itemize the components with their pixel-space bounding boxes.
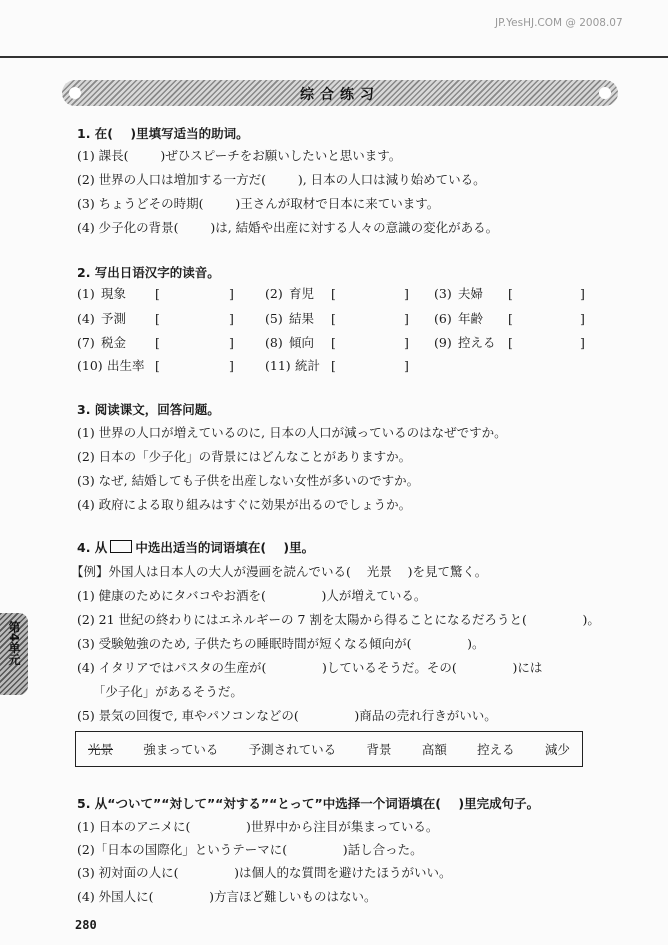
reading-item-word: 結果: [289, 311, 315, 326]
reading-item-number: (11): [265, 358, 291, 373]
reading-item-number: (9): [434, 335, 452, 350]
section2-title: 2. 写出日语汉字的读音。: [77, 265, 220, 280]
reading-item-word: 年齢: [458, 311, 484, 326]
word-choice: 背景: [366, 742, 392, 757]
reading-item-word: 統計: [295, 358, 321, 373]
close-bracket: ]: [580, 335, 585, 350]
reading-item-number: (2): [265, 286, 283, 301]
section4-item: (3) 受験勉強のため, 子供たちの睡眠時間が短くなる傾向が( )。: [77, 636, 485, 651]
section4-item: (4) イタリアではパスタの生産が( )しているそうだ。その( )には: [77, 660, 543, 675]
word-choice: 高額: [421, 742, 447, 757]
close-bracket: ]: [404, 286, 409, 301]
close-bracket: ]: [229, 335, 234, 350]
section3-title: 3. 阅读课文，回答问题。: [77, 402, 220, 417]
close-bracket: ]: [229, 311, 234, 326]
open-bracket: [: [155, 358, 160, 373]
close-bracket: ]: [404, 358, 409, 373]
reading-item-number: (10): [77, 358, 103, 373]
word-choice: 予測されている: [248, 742, 337, 757]
section4-item: (5) 景気の回復で, 車やパソコンなどの( )商品の売れ行きがいい。: [77, 708, 497, 723]
section4-title: [77, 540, 314, 556]
open-bracket: [: [155, 335, 160, 350]
section1-item: (3) ちょうどその時期( )王さんが取材で日本に来ています。: [77, 196, 440, 211]
reading-item-number: (3): [434, 286, 452, 301]
word-choice: 強まっている: [143, 742, 219, 757]
close-bracket: ]: [229, 358, 234, 373]
section5-item: (2)「日本の国際化」というテーマに( )話し合った。: [77, 842, 423, 857]
word-choice: 控える: [477, 742, 515, 757]
section5-item: (3) 初対面の人に( )は個人的な質問を避けたほうがいい。: [77, 865, 452, 880]
close-bracket: ]: [229, 286, 234, 301]
section4-item: (1) 健康のためにタバコやお酒を( )人が増えている。: [77, 588, 427, 603]
open-bracket: [: [331, 358, 336, 373]
reading-item-number: (4): [77, 311, 95, 326]
reading-item-word: 現象: [101, 286, 127, 301]
section1-item: (4) 少子化の背景( )は, 結婚や出産に対する人々の意識の変化がある。: [77, 220, 499, 235]
reading-item-word: 予測: [101, 311, 127, 326]
section4-item: (2) 21 世紀の終わりにはエネルギーの 7 割を太陽から得ることになるだろうと( )。: [77, 612, 600, 627]
open-bracket: [: [331, 335, 336, 350]
page-number: 280: [75, 918, 97, 932]
word-box-symbol: [110, 540, 132, 553]
section1-item: (1) 課長( )ぜひスピーチをお願いしたいと思います。: [77, 148, 402, 163]
reading-item-number: (5): [265, 311, 283, 326]
section3-item: (3) なぜ, 結婚しても子供を出産しない女性が多いのですか。: [77, 473, 420, 488]
reading-item-word: 夫婦: [458, 286, 484, 301]
reading-item-number: (6): [434, 311, 452, 326]
open-bracket: [: [508, 335, 513, 350]
open-bracket: [: [155, 311, 160, 326]
section-banner: [62, 80, 618, 106]
section3-item: (1) 世界の人口が増えているのに, 日本の人口が減っているのはなぜですか。: [77, 425, 507, 440]
watermark: JP.YesHJ.COM @ 2008.07: [495, 17, 623, 29]
section5-title: 5. 从“ついて”“対して”“対する”“とって”中选择一个词语填在( )里完成句子。: [77, 796, 540, 811]
open-bracket: [: [508, 311, 513, 326]
section1-title: 1. 在( )里填写适当的助词。: [77, 126, 249, 141]
reading-item-number: (8): [265, 335, 283, 350]
close-bracket: ]: [404, 311, 409, 326]
section3-item: (2) 日本の「少子化」の背景にはどんなことがありますか。: [77, 449, 412, 464]
reading-item-word: 出生率: [107, 358, 145, 373]
close-bracket: ]: [580, 286, 585, 301]
unit-side-tab-label: 第4单元: [7, 621, 21, 666]
reading-item-word: 傾向: [289, 335, 315, 350]
section4-title-post: 中选出适当的词语填在( )里。: [135, 540, 315, 555]
section4-title-pre: 4. 从: [77, 540, 108, 555]
section1-item: (2) 世界の人口は増加する一方だ( ), 日本の人口は減り始めている。: [77, 172, 486, 187]
section3-item: (4) 政府による取り組みはすぐに効果が出るのでしょうか。: [77, 497, 412, 512]
reading-item-number: (1): [77, 286, 95, 301]
open-bracket: [: [508, 286, 513, 301]
reading-item-word: 育児: [289, 286, 315, 301]
word-choice: 減少: [544, 742, 570, 757]
section4-example: 【例】外国人は日本人の大人が漫画を読んでいる( 光景 )を見て驚く。: [71, 564, 488, 579]
unit-side-tab: [0, 613, 28, 695]
open-bracket: [: [155, 286, 160, 301]
close-bracket: ]: [404, 335, 409, 350]
open-bracket: [: [331, 311, 336, 326]
open-bracket: [: [331, 286, 336, 301]
header-rule: [0, 56, 668, 58]
word-choice: 光景: [88, 742, 114, 757]
section4-item-cont: 「少子化」があるそうだ。: [77, 684, 243, 699]
reading-item-number: (7): [77, 335, 95, 350]
reading-item-word: 控える: [458, 335, 496, 350]
banner-title: 综合练习: [300, 87, 380, 103]
reading-item-word: 税金: [101, 335, 127, 350]
section5-item: (1) 日本のアニメに( )世界中から注目が集まっている。: [77, 819, 439, 834]
close-bracket: ]: [580, 311, 585, 326]
section5-item: (4) 外国人に( )方言ほど難しいものはない。: [77, 889, 377, 904]
word-choice-box: [75, 731, 583, 767]
